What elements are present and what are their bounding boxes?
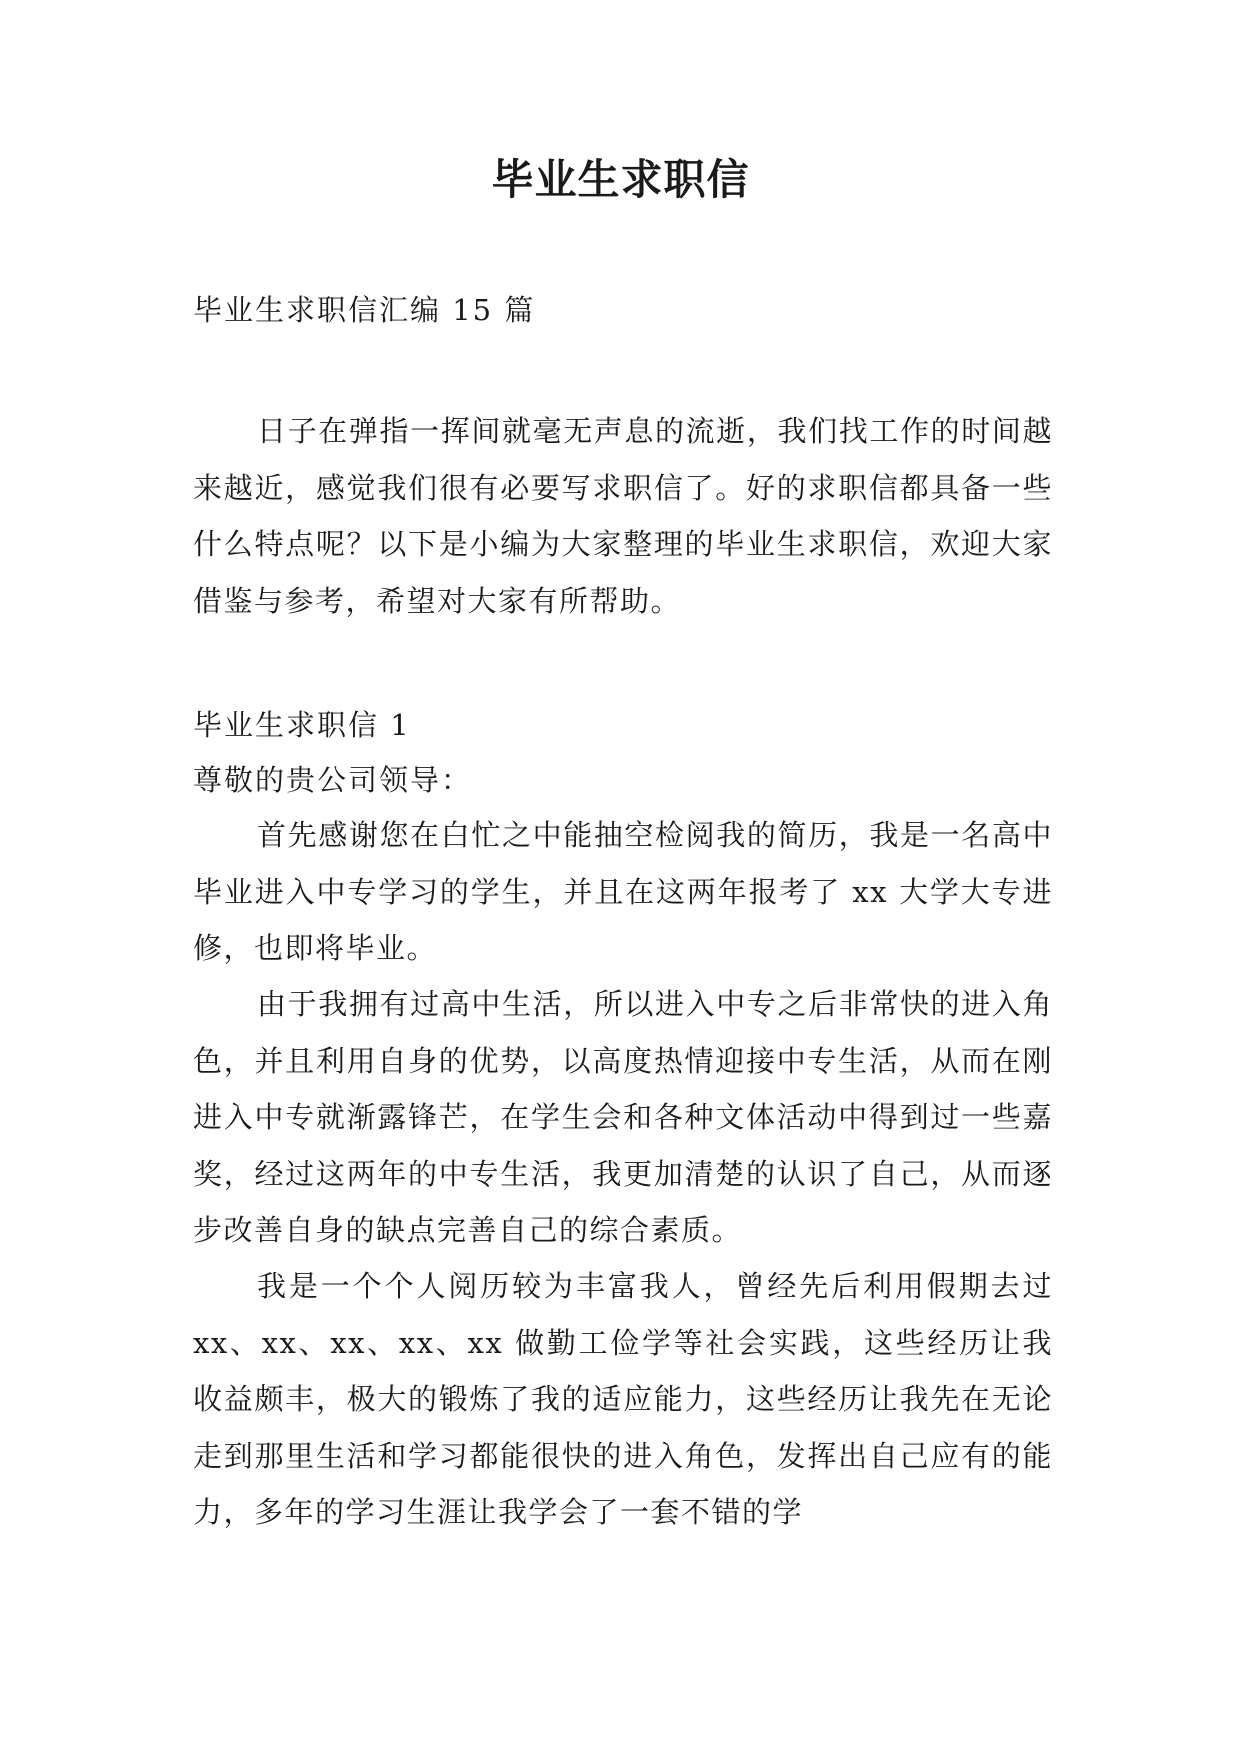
document-subtitle: 毕业生求职信汇编 15 篇 — [193, 293, 536, 327]
body-paragraph: 由于我拥有过高中生活，所以进入中专之后非常快的进入角色，并且利用自身的优势，以高度热情迎接中专生活，从而在刚进入中专就渐露锋芒，在学生会和各种文体活动中得到过一些嘉奖，经过这两年的中专生活，我更加清楚的认识了自己，从而逐步改善自身的缺点完善自己的综合素质。 — [193, 987, 1053, 1247]
body-paragraph: 首先感谢您在白忙之中能抽空检阅我的简历，我是一名高中毕业进入中专学习的学生，并且在这两年报考了 xx 大学大专进修，也即将毕业。 — [193, 818, 1053, 965]
intro-paragraph: 日子在弹指一挥间就毫无声息的流逝，我们找工作的时间越来越近，感觉我们很有必要写求职信了。好的求职信都具备一些什么特点呢？以下是小编为大家整理的毕业生求职信，欢迎大家借鉴与参考，希望对大家有所帮助。 — [193, 414, 1053, 618]
document-title: 毕业生求职信 — [491, 155, 750, 204]
salutation: 尊敬的贵公司领导： — [193, 763, 473, 797]
letter-heading: 毕业生求职信 1 — [193, 708, 411, 742]
body-paragraph: 我是一个个人阅历较为丰富我人，曾经先后利用假期去过 xx、xx、xx、xx、xx 做勤工俭学等社会实践，这些经历让我收益颇丰，极大的锻炼了我的适应能力，这些经历让我先在无论走到那里生活和学习都能很快的进入角色，发挥出自己应有的能力，多年的学习生涯让我学会了一套不错的学 — [193, 1269, 1053, 1529]
